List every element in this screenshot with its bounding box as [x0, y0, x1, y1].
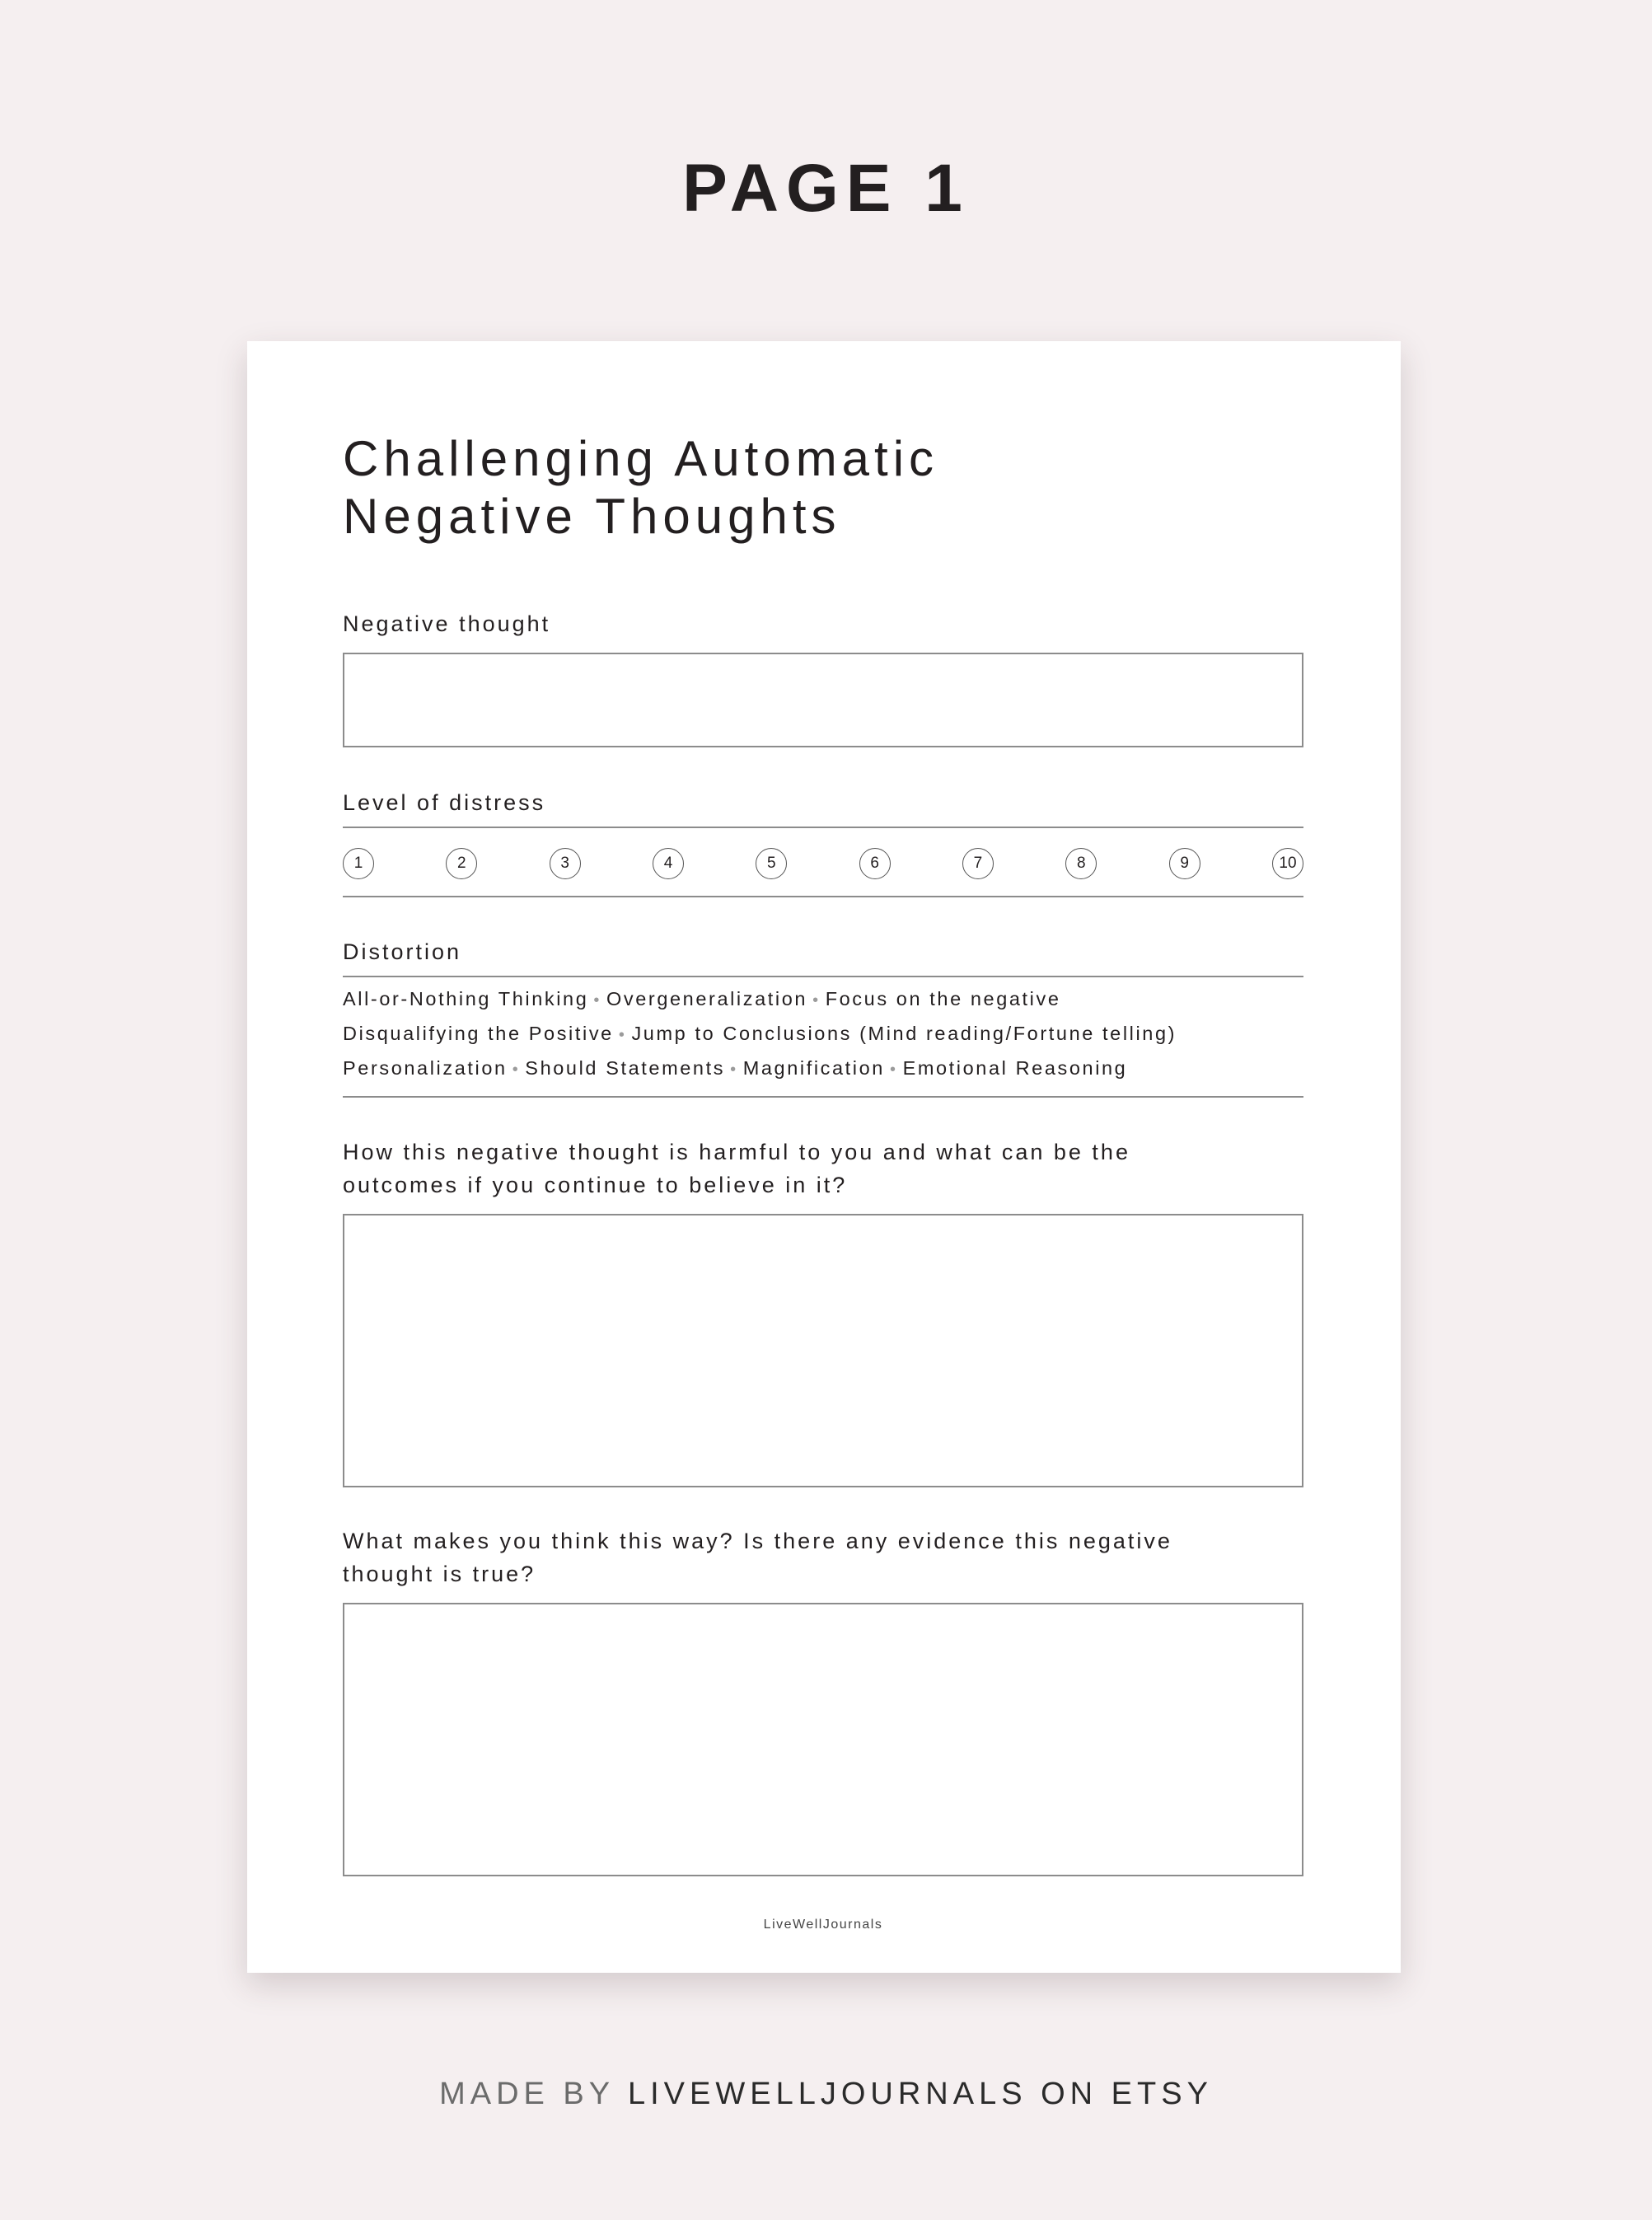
distortion-item[interactable]: Should Statements	[525, 1057, 726, 1079]
question-harm-line-2: outcomes if you continue to believe in it?	[343, 1173, 848, 1197]
distortion-top-rule	[343, 976, 1303, 977]
distress-top-rule	[343, 827, 1303, 828]
question-evidence-line-2: thought is true?	[343, 1562, 536, 1586]
question-evidence	[343, 1524, 1172, 1590]
separator-dot: •	[512, 1061, 521, 1079]
distress-option-10[interactable]: 10	[1272, 848, 1303, 879]
distress-option-6[interactable]: 6	[859, 848, 891, 879]
distortion-item[interactable]: Emotional Reasoning	[902, 1057, 1128, 1079]
distress-option-9[interactable]: 9	[1169, 848, 1200, 879]
distress-option-7[interactable]: 7	[962, 848, 994, 879]
distortion-row-2	[343, 1023, 1177, 1045]
distortion-item[interactable]: Jump to Conclusions (Mind reading/Fortune telling)	[631, 1023, 1177, 1044]
distress-bottom-rule	[343, 896, 1303, 897]
distress-label: Level of distress	[343, 790, 546, 815]
distress-option-5[interactable]: 5	[756, 848, 787, 879]
title-line-1: Challenging Automatic	[343, 431, 939, 486]
distress-scale	[343, 845, 1303, 882]
question-evidence-line-1: What makes you think this way? Is there any evidence this negative	[343, 1529, 1172, 1553]
separator-dot: •	[889, 1061, 898, 1079]
distortion-item[interactable]: Disqualifying the Positive	[343, 1023, 614, 1044]
harm-answer-box[interactable]	[343, 1214, 1303, 1487]
title-line-2: Negative Thoughts	[343, 489, 841, 544]
separator-dot: •	[730, 1061, 738, 1079]
separator-dot: •	[812, 991, 821, 1009]
negative-thought-box[interactable]	[343, 653, 1303, 747]
distress-option-3[interactable]: 3	[550, 848, 581, 879]
distortion-row-1	[343, 988, 1061, 1010]
distress-option-1[interactable]: 1	[343, 848, 374, 879]
question-harm-line-1: How this negative thought is harmful to you and what can be the	[343, 1140, 1130, 1164]
footer-prefix: MADE BY	[439, 2077, 628, 2111]
distress-option-8[interactable]: 8	[1065, 848, 1097, 879]
separator-dot: •	[593, 991, 602, 1009]
distortion-item[interactable]: Focus on the negative	[825, 988, 1061, 1009]
evidence-answer-box[interactable]	[343, 1603, 1303, 1876]
distortion-row-3	[343, 1057, 1127, 1080]
page-label: PAGE 1	[682, 151, 970, 226]
distortion-item[interactable]: Overgeneralization	[606, 988, 808, 1009]
negative-thought-label: Negative thought	[343, 611, 551, 636]
worksheet-title	[343, 430, 938, 546]
distortion-item[interactable]: All-or-Nothing Thinking	[343, 988, 589, 1009]
brand-mark: LiveWellJournals	[763, 1918, 883, 1932]
footer-shop-link[interactable]: LIVEWELLJOURNALS ON ETSY	[627, 2077, 1213, 2111]
distortion-item[interactable]: Personalization	[343, 1057, 508, 1079]
footer-credit	[0, 2077, 1652, 2112]
distortion-item[interactable]: Magnification	[742, 1057, 885, 1079]
question-harm	[343, 1136, 1130, 1201]
worksheet-sheet	[247, 341, 1401, 1973]
distortion-label: Distortion	[343, 939, 462, 964]
distress-option-2[interactable]: 2	[446, 848, 477, 879]
distortion-bottom-rule	[343, 1096, 1303, 1098]
distress-option-4[interactable]: 4	[653, 848, 684, 879]
separator-dot: •	[618, 1026, 627, 1044]
